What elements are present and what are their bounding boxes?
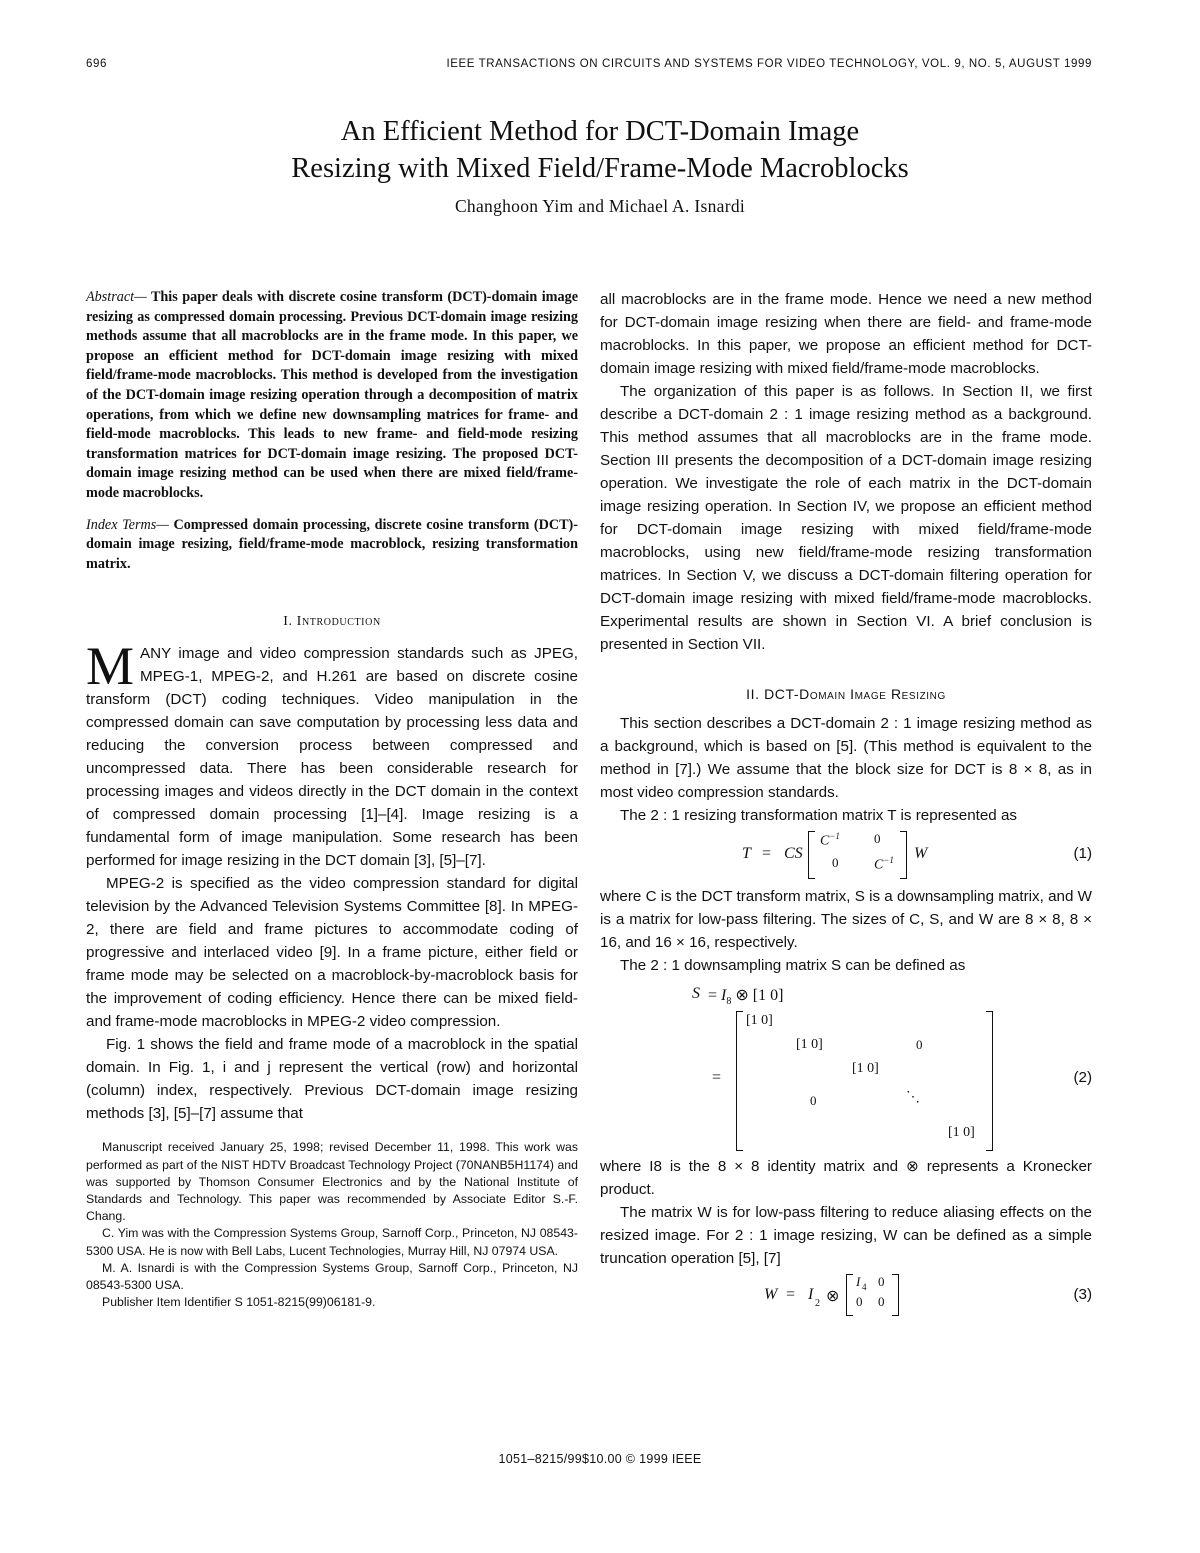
equation-1-number: (1) — [1073, 845, 1092, 862]
index-terms — [86, 516, 578, 575]
paragraph-organization: The organization of this paper is as follows. In Section II, we first describe a DCT-domain 2 : 1 image resizing method as a background. This method assumes that all macroblocks are in the frame mode. Section III presents the decomposition of a DCT-domain image resizing operation. We investigate the role of each matrix in the DCT-domain image resizing operation. In Section IV, we propose an efficient method for DCT-domain image resizing with mixed field/frame-mode macroblocks, using new field/frame-mode resizing transformation matrices. In Section V, we discuss a DCT-domain filtering operation for DCT-domain image resizing with mixed field/frame-mode macroblocks. Experimental results are shown in Section VI. A brief conclusion is presented in Section VII. — [600, 383, 1092, 653]
index-terms-label: Index Terms— — [86, 516, 169, 533]
journal-header: IEEE TRANSACTIONS ON CIRCUITS AND SYSTEMS FOR VIDEO TECHNOLOGY, VOL. 9, NO. 5, AUGUST 1999 — [446, 58, 1092, 70]
left-column — [86, 288, 578, 1311]
abstract-label: Abstract— — [86, 289, 147, 305]
paper-title — [0, 113, 1200, 187]
footnote-author-yim: C. Yim was with the Compression Systems Group, Sarnoff Corp., Princeton, NJ 08543-5300 USA. He is now with Bell Labs, Lucent Technologies, Murray Hill, NJ 07974 USA. — [86, 1226, 578, 1258]
abstract — [86, 288, 578, 504]
abstract-text: This paper deals with discrete cosine transform (DCT)-domain image resizing as compressed domain processing. Previous DCT-domain image resizing methods assume that all macroblocks are in the frame mode. In this paper, we propose an efficient method for DCT-domain image resizing with mixed field/frame-mode macroblocks. This method is developed from the investigation of the DCT-domain image resizing operation through a decomposition of matrix operations, from which we define new downsampling matrices for frame- and field-mode macroblocks. This leads to new frame- and field-mode resizing transformation matrices for DCT-domain image resizing. The proposed DCT-domain image resizing method can be used when there are mixed field/frame-mode macroblocks. — [86, 289, 578, 501]
footnote-publisher-id: Publisher Item Identifier S 1051-8215(99)06181-9. — [102, 1295, 376, 1310]
paragraph-eq2-explanation: where I8 is the 8 × 8 identity matrix and ⊗ represents a Kronecker product. — [600, 1158, 1092, 1198]
paragraph-eq1-explanation: where C is the DCT transform matrix, S is a downsampling matrix, and W is a matrix for low-pass filtering. The sizes of C, S, and W are 8 × 8, 8 × 16, and 16 × 16, respectively. — [600, 888, 1092, 951]
section-heading-dct-domain: II. DCT-Domain Image Resizing — [746, 686, 946, 702]
footnote-manuscript: Manuscript received January 25, 1998; revised December 11, 1998. This work was performed as part of the NIST HDTV Broadcast Technology Project (70NANB5H1174) and was supported by Thomson Consumer Electronics and by the National Institute of Standards and Technology. This paper was recommended by Associate Editor S.-F. Chang. — [86, 1140, 578, 1224]
paragraph-continued: all macroblocks are in the frame mode. Hence we need a new method for DCT-domain image resizing when there are field- and frame-mode macroblocks. In this paper, we propose an efficient method for DCT-domain image resizing with mixed field/frame-mode macroblocks. — [600, 291, 1092, 377]
paragraph-resizing-matrix: The 2 : 1 resizing transformation matrix T is represented as — [620, 807, 1018, 824]
intro-paragraph-2: MPEG-2 is specified as the video compression standard for digital television by the Advanced Television Systems Committee [8]. In MPEG-2, there are field and frame pictures to accommodate coding of progressive and interlaced video [9]. In a frame picture, either field or frame mode may be selected on a macroblock-by-macroblock basis for the improvement of coding efficiency. Hence there can be mixed field- and frame-mode macroblocks in MPEG-2 video compression. — [86, 875, 578, 1031]
section-heading-introduction: I. Introduction — [283, 614, 381, 630]
page-number: 696 — [86, 58, 107, 70]
footnote-author-isnardi: M. A. Isnardi is with the Compression Systems Group, Sarnoff Corp., Princeton, NJ 08543-5300 USA. — [86, 1260, 578, 1292]
intro-paragraph-1-text: ANY image and video compression standards such as JPEG, MPEG-1, MPEG-2, and H.261 are based on discrete cosine transform (DCT) coding techniques. Video manipulation in the compressed domain can save computation by processing less data and reducing the conversion process between compressed and uncompressed data. There has been considerable research for processing images and videos directly in the DCT domain in the context of compressed domain processing [1]–[4]. Image resizing is a fundamental form of image manipulation. Some research has been performed for image resizing in the DCT domain [3], [5]–[7]. — [86, 645, 578, 870]
title-line-2: Resizing with Mixed Field/Frame-Mode Macroblocks — [291, 153, 909, 184]
copyright-footer: 1051–8215/99$10.00 © 1999 IEEE — [498, 1452, 702, 1466]
intro-paragraph-1 — [86, 636, 578, 872]
paragraph-downsampling: The 2 : 1 downsampling matrix S can be defined as — [620, 957, 966, 974]
equation-2: S = $I_8$ ⊗ [1 0] = [1 0] [1 0] 0 [1 0] 0 ⋱ [1 0] (2) — [600, 977, 1092, 1155]
footnotes — [86, 1139, 578, 1311]
drop-cap: M — [86, 636, 135, 697]
equation-1: T = CS $C^{-1}$ 0 0 $C^{-1}$ W (1) — [600, 827, 1092, 885]
equation-3: W = I 2 ⊗ I 4 0 0 0 (3) — [600, 1270, 1092, 1320]
equation-2-number: (2) — [1073, 1069, 1092, 1086]
equation-3-number: (3) — [1073, 1286, 1092, 1303]
paragraph-lowpass: The matrix W is for low-pass filtering to reduce aliasing effects on the resized image. For 2 : 1 image resizing, W can be defined as a simple truncation operation [5], [7] — [600, 1204, 1092, 1267]
title-line-1: An Efficient Method for DCT-Domain Image — [340, 116, 860, 147]
index-terms-text: Compressed domain processing, discrete cosine transform (DCT)-domain image resizing, field/frame-mode macroblock, resizing transformation matrix. — [86, 516, 579, 572]
right-column — [600, 288, 1092, 1320]
running-header — [86, 58, 1092, 78]
intro-paragraph-3: Fig. 1 shows the field and frame mode of a macroblock in the spatial domain. In Fig. 1, i and j represent the vertical (row) and horizontal (column) index, respectively. Previous DCT-domain image resizing methods [3], [5]–[7] assume that — [86, 1036, 578, 1123]
paragraph-section2-intro: This section describes a DCT-domain 2 : 1 image resizing method as a background, which is based on [5]. (This method is equivalent to the method in [7].) We assume that the block size for DCT is 8 × 8, as in most video compression standards. — [600, 715, 1092, 801]
authors: Changhoon Yim and Michael A. Isnardi — [454, 196, 746, 216]
